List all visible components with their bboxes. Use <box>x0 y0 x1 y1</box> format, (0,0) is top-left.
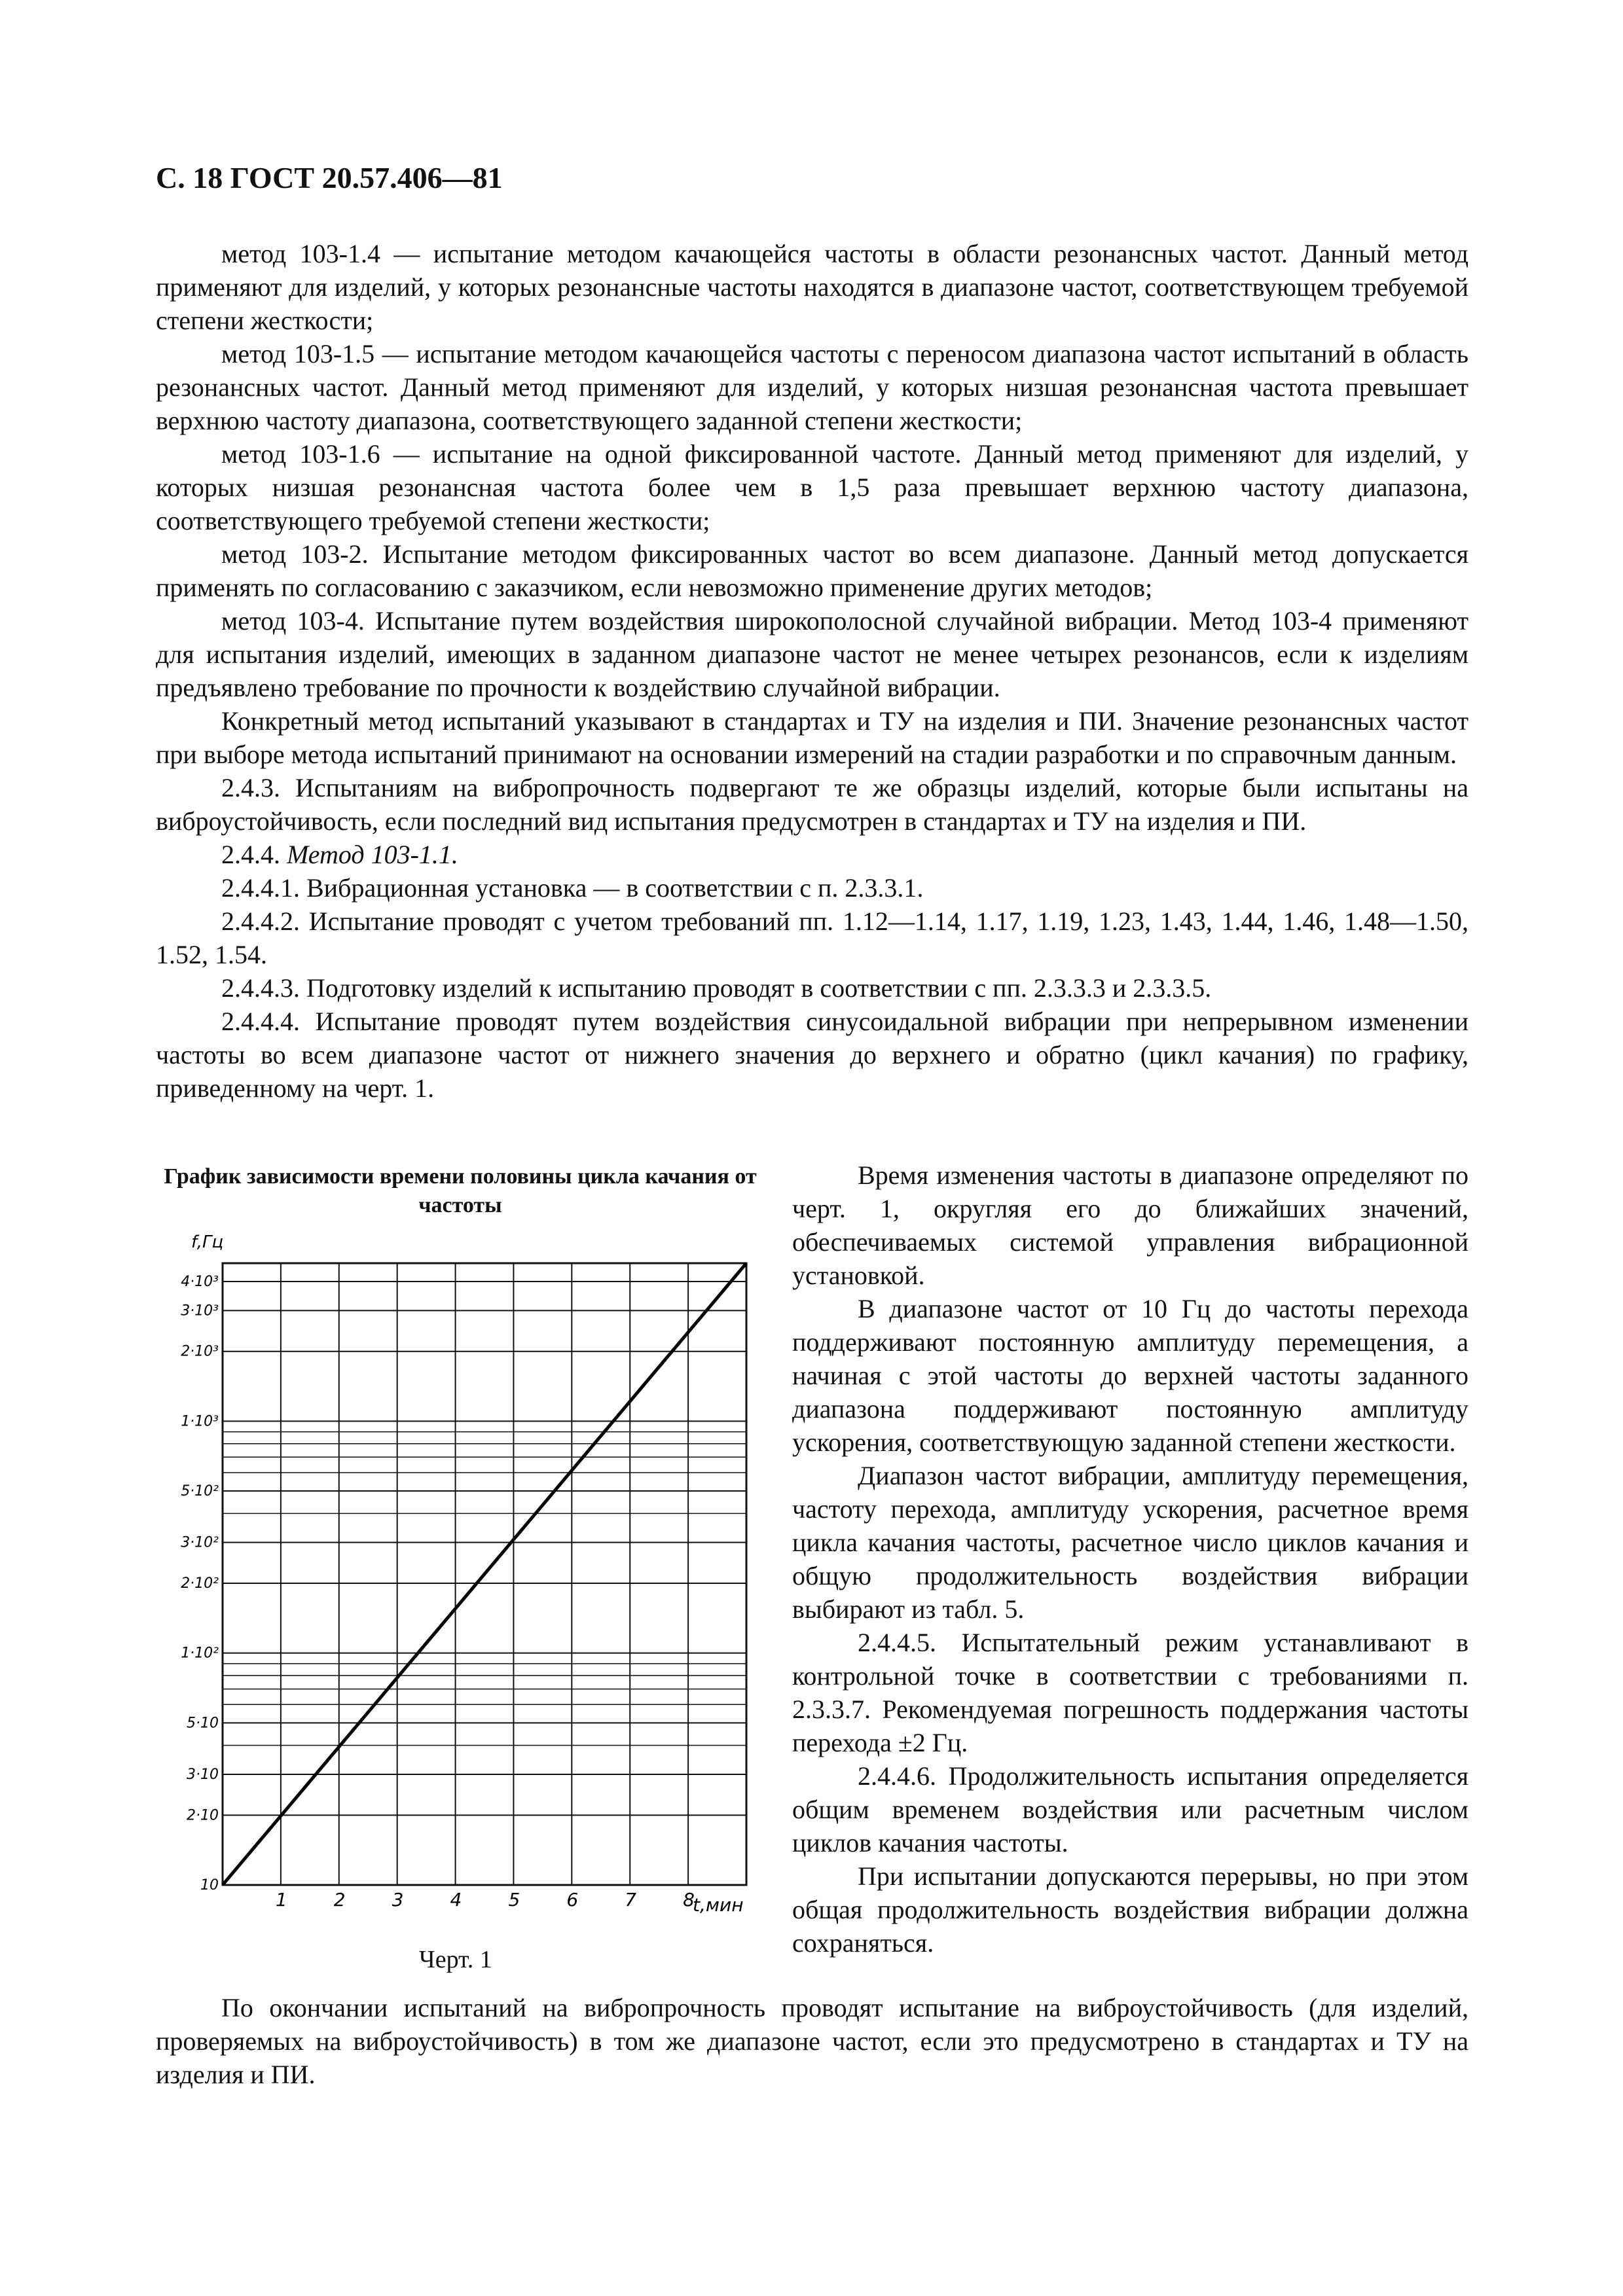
section-heading-2-4-4 <box>156 838 1468 871</box>
x-tick-label: 2 <box>333 1889 346 1910</box>
paragraph: метод 103-2. Испытание методом фиксированных частот во всем диапазоне. Данный метод допускается применять по согласованию с заказчиком, если невозможно применение других методов; <box>156 539 1468 602</box>
x-tick-label: 1 <box>275 1889 287 1910</box>
y-tick-label: 2·10 <box>187 1807 219 1824</box>
y-tick-label: 2·10² <box>181 1575 219 1592</box>
x-tick-label: 6 <box>566 1889 579 1910</box>
paragraph: 2.4.4.5. Испытательный режим устанавливают в контрольной точке в соответствии с требованиями п. 2.3.3.7. Рекомендуемая погрешность поддержания частоты перехода ±2 Гц. <box>792 1628 1468 1757</box>
paragraph: По окончании испытаний на вибропрочность проводят испытание на виброустойчивость (для изделий, проверяемых на виброустойчивость) в том же диапазоне частот, если это предусмотрено в стандартах и ТУ на изделия и ПИ. <box>156 1993 1468 2089</box>
x-tick-label: 7 <box>625 1889 637 1910</box>
paragraph: метод 103-1.5 — испытание методом качающейся частоты с переносом диапазона частот испытаний в область резонансных частот. Данный метод применяют для изделий, у которых низшая резонансная частота превышает верхнюю частоту диапазона, соответствующего заданной степени жесткости; <box>156 339 1468 435</box>
paragraph: Конкретный метод испытаний указывают в стандартах и ТУ на изделия и ПИ. Значение резонансных частот при выборе метода испытаний принимают на основании измерений на стадии разработки и по справочным данным. <box>156 706 1468 769</box>
series <box>223 1263 746 1885</box>
y-tick-label: 3·10 <box>187 1766 219 1783</box>
section-number: 2.4.4. <box>221 840 280 869</box>
x-tick-label: 3 <box>392 1889 404 1910</box>
closing-text-block <box>156 1991 1468 2091</box>
y-tick-label: 1·10² <box>181 1645 219 1662</box>
paragraph: метод 103-1.6 — испытание на одной фиксированной частоте. Данный метод применяют для изделий, у которых низшая резонансная частота более чем в 1,5 раза превышает верхнюю частоту диапазона, соответствующего требуемой степени жесткости; <box>156 439 1468 535</box>
x-tick-label: 8 <box>683 1889 695 1910</box>
paragraph: 2.4.4.1. Вибрационная установка — в соответствии с п. 2.3.3.1. <box>221 873 924 903</box>
y-tick-label: 4·10³ <box>181 1274 219 1291</box>
y-tick-label: 5·10² <box>181 1483 219 1500</box>
y-tick-label: 5·10 <box>187 1715 219 1732</box>
chart-caption: Черт. 1 <box>419 1946 492 1973</box>
y-tick-label: 3·10² <box>181 1534 219 1551</box>
x-tick-label: 4 <box>450 1889 462 1910</box>
paragraph: 2.4.4.2. Испытание проводят с учетом требований пп. 1.12—1.14, 1.17, 1.19, 1.23, 1.43, 1.44, 1.46, 1.48—1.50, 1.52, 1.54. <box>156 906 1468 969</box>
paragraph: метод 103-4. Испытание путем воздействия широкополосной случайной вибрации. Метод 103-4 применяют для испытания изделий, имеющих в заданном диапазоне частот не менее четырех резонансов, если к изделиям предъявлено требование по прочности к воздействию случайной вибрации. <box>156 606 1468 702</box>
paragraph: 2.4.4.6. Продолжительность испытания определяется общим временем воздействия или расчетным числом циклов качания частоты. <box>792 1761 1468 1857</box>
paragraph: 2.4.3. Испытаниям на вибропрочность подвергают те же образцы изделий, которые были испытаны на виброустойчивость, если последний вид испытания предусмотрен в стандартах и ТУ на изделия и ПИ. <box>156 773 1468 836</box>
frequency-time-chart <box>164 1230 753 1924</box>
paragraph: 2.4.4.4. Испытание проводят путем воздействия синусоидальной вибрации при непрерывном изменении частоты во всем диапазоне частот от нижнего значения до верхнего и обратно (цикл качания) по графику, приведенному на черт. 1. <box>156 1007 1468 1103</box>
series-line <box>223 1263 746 1885</box>
x-axis-label: t,мин <box>693 1894 744 1916</box>
y-tick-label: 10 <box>200 1877 219 1893</box>
y-tick-label: 1·10³ <box>181 1413 219 1430</box>
y-tick-label: 2·10³ <box>181 1343 219 1360</box>
main-text-block <box>156 237 1468 1105</box>
y-tick-label: 3·10³ <box>181 1302 219 1319</box>
page-header: С. 18 ГОСТ 20.57.406—81 <box>156 161 503 194</box>
paragraph: 2.4.4.3. Подготовку изделий к испытанию проводят в соответствии с пп. 2.3.3.3 и 2.3.3.5. <box>221 973 1212 1003</box>
section-title: Метод 103-1.1. <box>287 840 458 869</box>
paragraph: При испытании допускаются перерывы, но при этом общая продолжительность воздействия вибрации должна сохраняться. <box>792 1861 1468 1958</box>
paragraph: метод 103-1.4 — испытание методом качающейся частоты в области резонансных частот. Данный метод применяют для изделий, у которых резонансные частоты находятся в диапазоне частот, соответствующем требуемой степени жесткости; <box>156 239 1468 335</box>
right-column-text <box>792 1158 1468 1960</box>
y-axis-label: f,Гц <box>191 1232 224 1252</box>
paragraph: Время изменения частоты в диапазоне определяют по черт. 1, округляя его до ближайших значений, обеспечиваемых системой управления вибрационной установкой. <box>792 1160 1468 1290</box>
paragraph: Диапазон частот вибрации, амплитуду перемещения, частоту перехода, амплитуду ускорения, расчетное время цикла качания частоты, расчетное число циклов качания и общую продолжительность воздействия вибрации выбирают из табл. 5. <box>792 1461 1468 1624</box>
paragraph: В диапазоне частот от 10 Гц до частоты перехода поддерживают постоянную амплитуду перемещения, а начиная с этой частоты до верхней частоты заданного диапазона поддерживают постоянную амплитуду ускорения, соответствующую заданной степени жесткости. <box>792 1294 1468 1457</box>
x-tick-label: 5 <box>508 1889 520 1910</box>
chart-title: График зависимости времени половины цикла качания от частоты <box>164 1164 757 1217</box>
